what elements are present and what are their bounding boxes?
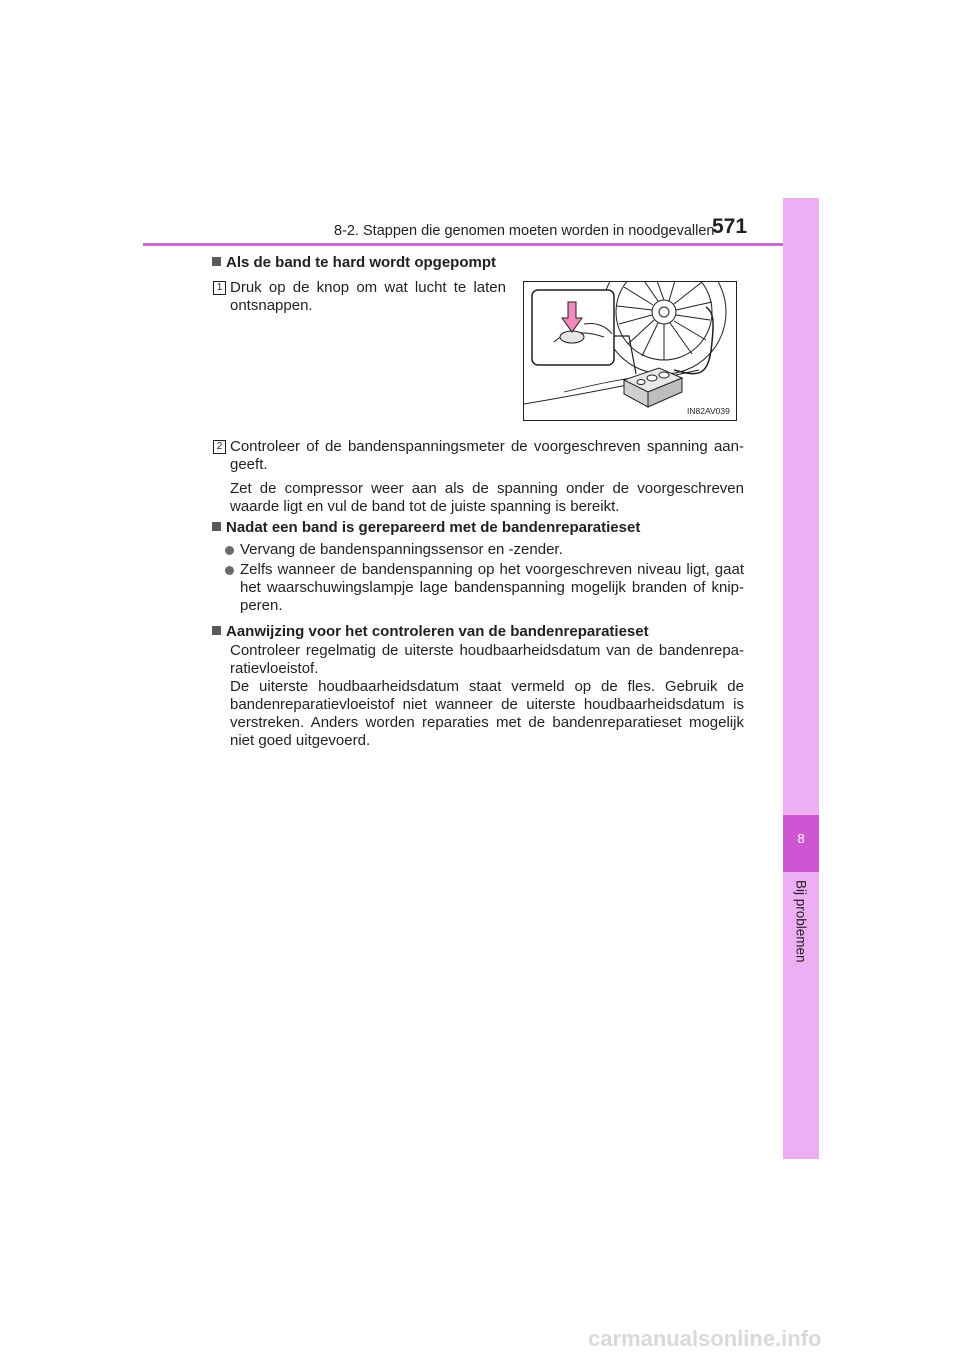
step-2-badge: 2 <box>213 440 226 454</box>
step-1-text: Druk op de knop om wat lucht te laten ontsnappen. <box>230 279 506 314</box>
figure-code: IN82AV039 <box>687 406 730 416</box>
watermark: carmanualsonline.info <box>588 1326 822 1351</box>
square-bullet-icon <box>212 257 221 266</box>
header-rule <box>143 243 819 246</box>
step-2-text: Controleer of de bandenspanningsmeter de voorgeschreven spanning aan-geeft. <box>230 438 744 473</box>
chapter-tab-strip <box>783 198 819 1159</box>
bullet-replace-sensor: Vervang de bandenspanningssensor en -zender. <box>240 541 563 558</box>
square-bullet-icon <box>212 626 221 635</box>
chapter-label-wrap <box>783 880 819 990</box>
square-bullet-icon <box>212 522 221 531</box>
round-bullet-icon <box>225 546 234 555</box>
check-kit-paragraph-1: Controleer regelmatig de uiterste houdbaarheidsdatum van de bandenrepa-ratievloeistof. <box>230 642 744 677</box>
section-heading-after-repair <box>212 519 640 537</box>
section-heading-check-kit <box>212 623 649 641</box>
step-2-note: Zet de compressor weer aan als de spanning onder de voorgeschreven waarde ligt en vul de band tot de juiste spanning is bereikt. <box>230 480 744 515</box>
step-1-badge: 1 <box>213 281 226 295</box>
round-bullet-icon <box>225 566 234 575</box>
heading-text: Nadat een band is gerepareerd met de bandenreparatieset <box>226 519 641 536</box>
heading-text: Aanwijzing voor het controleren van de bandenreparatieset <box>226 623 649 640</box>
tire-compressor-drawing <box>524 282 736 420</box>
section-heading-overinflated <box>212 254 496 272</box>
heading-text: Als de band te hard wordt opgepompt <box>226 254 496 271</box>
compressor-illustration <box>523 281 737 421</box>
chapter-number: 8 <box>797 831 805 846</box>
chapter-label: Bij problemen <box>793 880 809 963</box>
check-kit-paragraph-2: De uiterste houdbaarheidsdatum staat vermeld op de fles. Gebruik de bandenreparatievloeistof niet wanneer de uiterste houdbaarheidsdatum is verstreken. Anders worden reparaties met de bandenreparatieset mogelijk niet goed uitgevoerd. <box>230 678 744 749</box>
section-title: 8-2. Stappen die genomen moeten worden in noodgevallen <box>334 223 715 239</box>
page-number: 571 <box>712 215 748 238</box>
bullet-warning-light: Zelfs wanneer de bandenspanning op het voorgeschreven niveau ligt, gaat het waarschuwingslampje lage bandenspanning mogelijk branden of knip-peren. <box>240 561 744 614</box>
